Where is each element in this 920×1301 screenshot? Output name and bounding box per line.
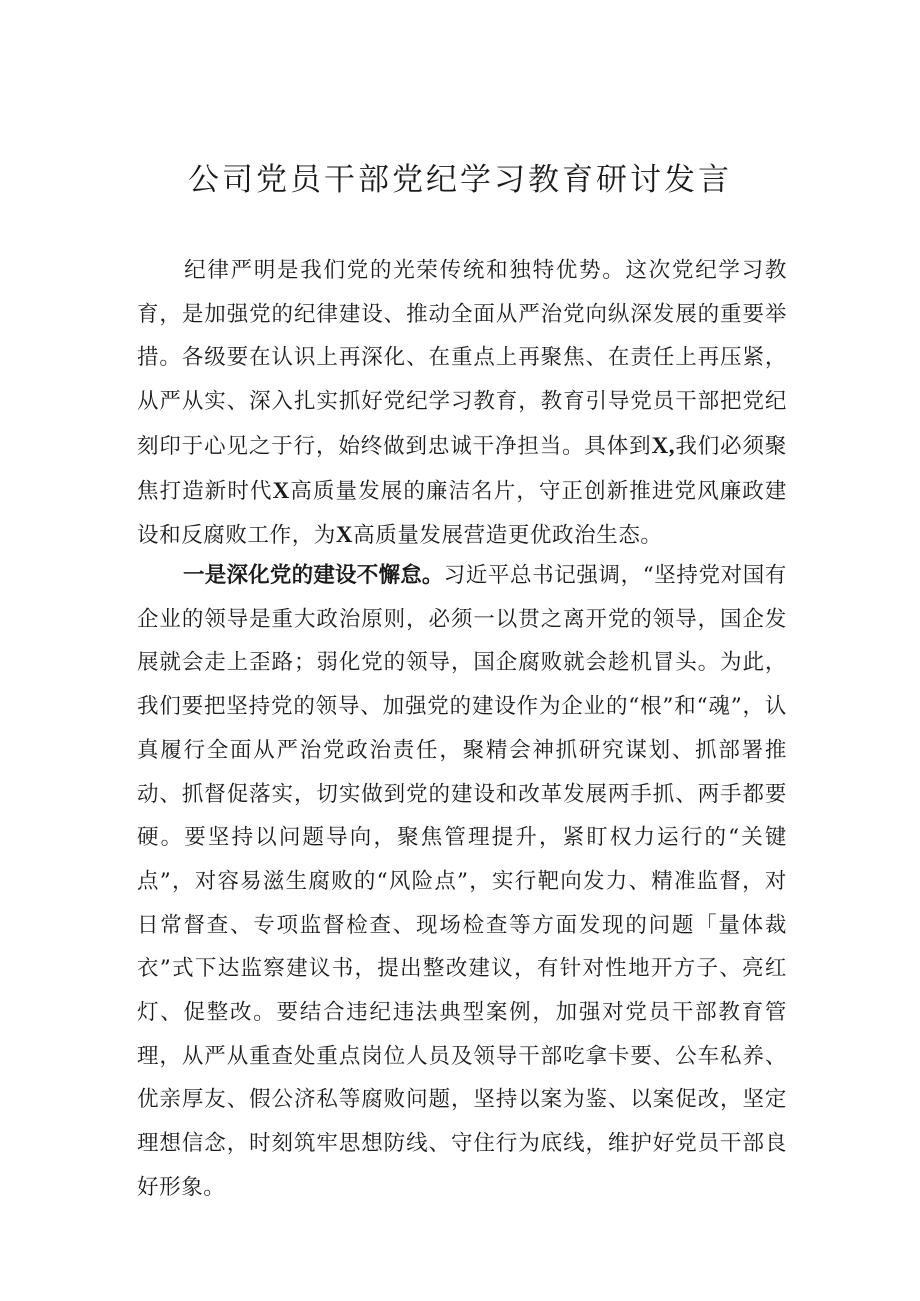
placeholder-x-mark: X [335, 522, 354, 548]
section-paragraph [137, 554, 787, 1210]
section-text: 习近平总书记强调，“坚持党对国有企业的领导是重大政治原则，必须一以贯之离开党的领导，国企发展就会走上歪路；弱化党的领导，国企腐败就会趁机冒头。为此，我们要把坚持党的领导、加强党的建设作为企业的“根”和“魂”，认真履行全面从严治党政治责任，聚精会神抓研究谋划、抓部署推动、抓督促落实，切实做到党的建设和改革发展两手抓、两手都要硬。要坚持以问题导向，聚焦管理提升，紧盯权力运行的“关键点”，对容易滋生腐败的“风险点”，实行靶向发力、精准监督，对日常督查、专项监督检查、现场检查等方面发现的问题「量体裁衣”式下达监察建议书，提出整改建议，有针对性地开方子、亮红灯、促整改。要结合违纪违法典型案例，加强对党员干部教育管理，从严从重查处重点岗位人员及领导干部吃拿卡要、公车私养、优亲厚友、假公济私等腐败问题，坚持以案为鉴、以案促改，坚定理想信念，时刻筑牢思想防线、守住行为底线，维护好党员干部良好形象。 [137, 563, 788, 1200]
intro-text-c: 高质量发展的廉洁名片，守正创新推进党风廉政建设和反腐败工作，为 [137, 478, 788, 549]
placeholder-x-mark: X [272, 477, 290, 503]
intro-text-b: 我们必须聚焦打造新时代 [137, 433, 787, 504]
placeholder-x-mark: X, [651, 432, 676, 458]
intro-text-d: 高质量发展营造更优政治生态。 [353, 523, 663, 549]
section-heading: 一是深化党的建设不懈怠。 [183, 563, 444, 588]
document-title: 公司党员干部党纪学习教育研讨发言 [188, 162, 732, 198]
intro-text-a: 纪律严明是我们党的光荣传统和独特优势。这次党纪学习教育，是加强党的纪律建设、推动全面从严治党向纵深发展的重要举措。各级要在认识上再深化、在重点上再聚焦、在责任上再压紧，从严从实、深入扎实抓好党纪学习教育，教育引导党员干部把党纪刻印于心见之于行，始终做到忠诚干净担当。具体到 [137, 258, 787, 459]
intro-paragraph [137, 249, 787, 558]
